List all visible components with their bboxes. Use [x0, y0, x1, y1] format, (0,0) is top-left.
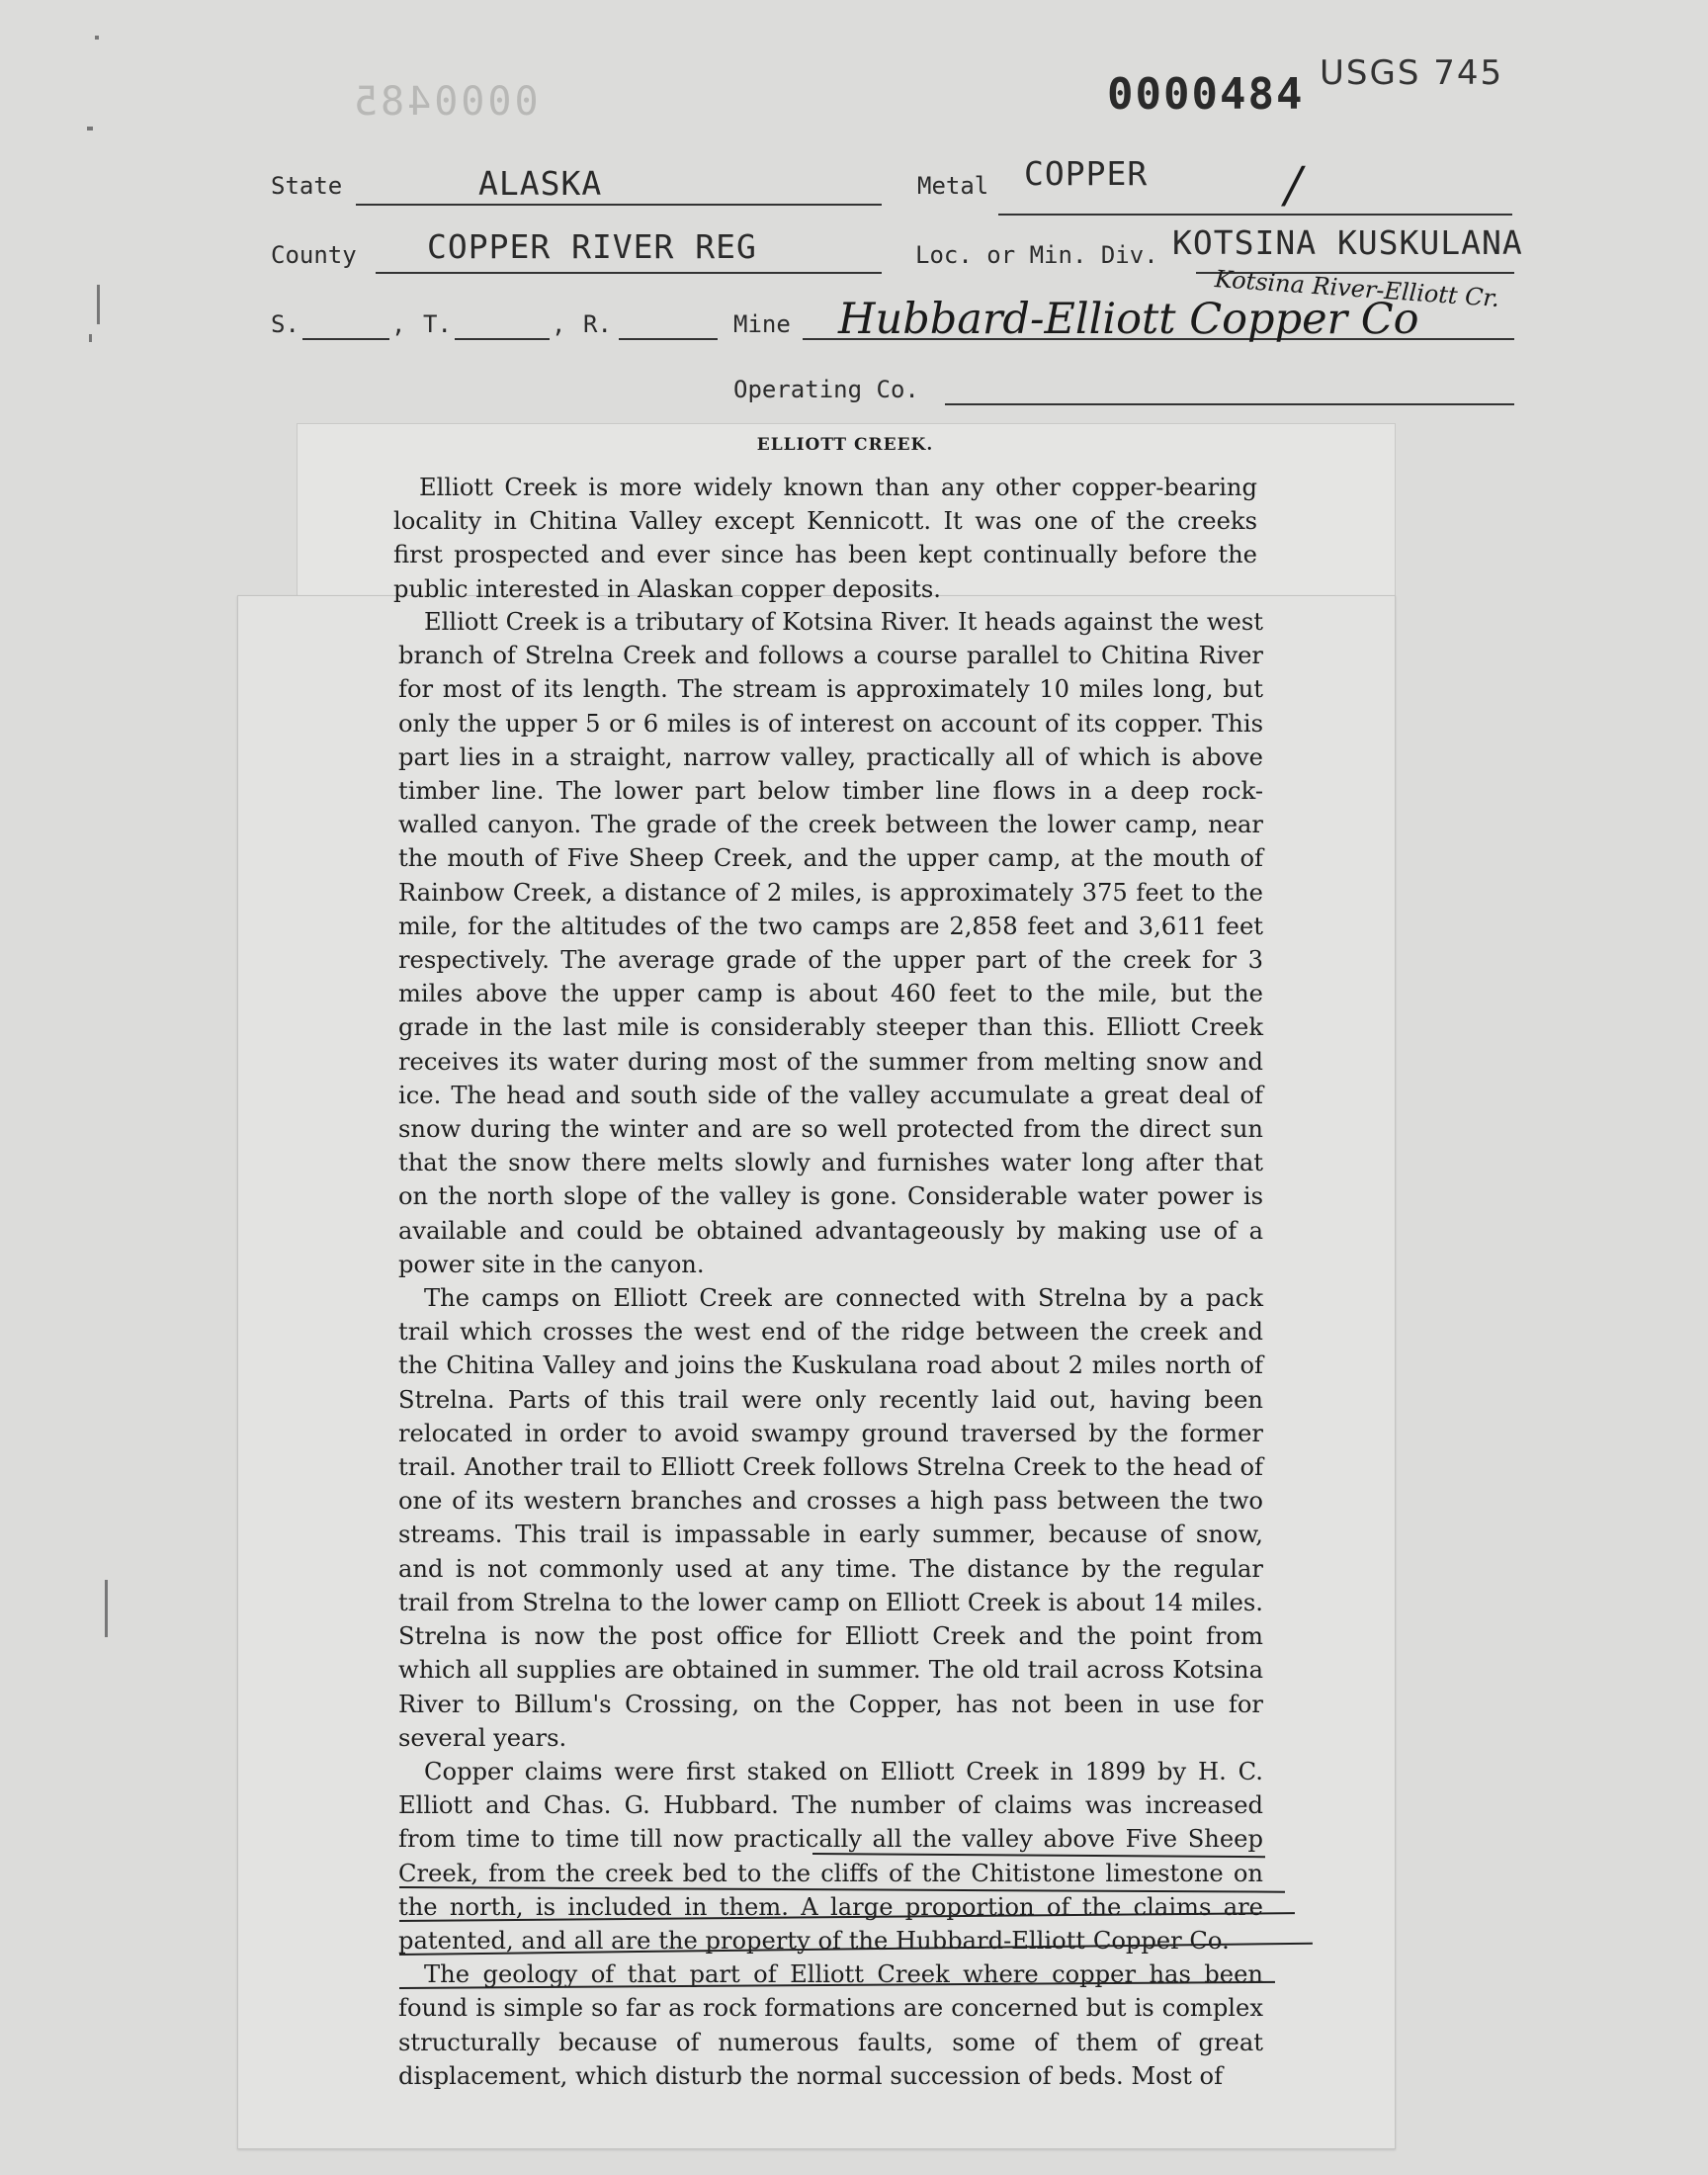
- county-line: [376, 272, 882, 274]
- comma: ,: [391, 310, 406, 338]
- loc-value: KOTSINA KUSKULANA: [1172, 223, 1523, 262]
- mine-handwritten-value: Hubbard-Elliott Copper Co: [838, 295, 1419, 344]
- state-value: ALASKA: [478, 164, 603, 203]
- mine-label: Mine: [733, 310, 791, 338]
- metal-label: Metal: [917, 172, 989, 200]
- county-value: COPPER RIVER REG: [427, 227, 757, 266]
- range-label: R.: [583, 310, 612, 338]
- county-label: County: [271, 241, 357, 269]
- article-heading: ELLIOTT CREEK.: [756, 435, 934, 455]
- range-line: [619, 338, 718, 340]
- mirrored-stamp-number: 0000485: [351, 79, 539, 125]
- operating-co-label: Operating Co.: [733, 376, 919, 403]
- margin-mark: [87, 127, 93, 130]
- metal-line: [998, 214, 1512, 216]
- operating-co-line: [945, 403, 1514, 405]
- section-line: [302, 338, 389, 340]
- loc-handwritten-note: Kotsina River-Elliott Cr.: [1214, 265, 1500, 313]
- intro-paragraph: Elliott Creek is more widely known than any other copper-bearing locality in Chitina Valley except Kennicott. It was one of the creeks first prospected and ever since has been kept continually before the public interested in Alaskan copper deposits.: [393, 474, 1257, 603]
- body-paragraph: The camps on Elliott Creek are connected with Strelna by a pack trail which crosses the west end of the ridge between the creek and the Chitina Valley and joins the Kuskulana road about 2 miles north of Strelna. Parts of this trail were only recently laid out, having been relocated in order to avoid swampy ground traversed by the former trail. Another trail to Elliott Creek follows Strelna Creek to the head of one of its western branches and crosses a high pass between the two streams. This trail is impassable in early summer, because of snow, and is not commonly used at any time. The distance by the regular trail from Strelna to the lower camp on Elliott Creek is about 14 miles. Strelna is now the post office for Elliott Creek and the point from which all supplies are obtained in summer. The old trail across Kotsina River to Billum's Crossing, on the Copper, has not been in use for several years.: [398, 1284, 1263, 1752]
- margin-mark: [95, 36, 99, 40]
- margin-mark: [105, 1580, 108, 1637]
- comma: ,: [552, 310, 566, 338]
- collection-label: USGS 745: [1320, 53, 1504, 93]
- metal-value: COPPER: [1024, 154, 1149, 193]
- body-paragraph: The geology of that part of Elliott Creek where copper has been found is simple so far as rock formations are concerned but is complex structurally because of numerous faults, some of them of great displacement, which disturb the normal succession of beds. Most of: [398, 1960, 1263, 2090]
- check-mark: /: [1285, 156, 1302, 214]
- township-line: [455, 338, 550, 340]
- state-label: State: [271, 172, 343, 200]
- body-paragraph: Elliott Creek is a tributary of Kotsina River. It heads against the west branch of Strelna Creek and follows a course parallel to Chitina River for most of its length. The stream is approximately 10 miles long, but only the upper 5 or 6 miles is of interest on account of its copper. This part lies in a straight, narrow valley, practically all of which is above timber line. The lower part below timber line flows in a deep rock-walled canyon. The grade of the creek between the lower camp, near the mouth of Five Sheep Creek, and the upper camp, at the mouth of Rainbow Creek, a distance of 2 miles, is approximately 375 feet to the mile, for the altitudes of the two camps are 2,858 feet and 3,611 feet respectively. The average grade of the upper part of the creek for 3 miles above the upper camp is about 460 feet to the mile, but the grade in the last mile is considerably steeper than this. Elliott Creek receives its water during most of the summer from melting snow and ice. The head and south side of the valley accumulate a great deal of snow during the winter and are so well protected from the direct sun that the snow there melts slowly and furnishes water long after that on the north slope of the valley is gone. Considerable water power is available and could be obtained advantageously by making use of a power site in the canyon.: [398, 608, 1263, 1278]
- article-body: [398, 605, 1263, 2093]
- margin-mark: [97, 285, 100, 324]
- margin-mark: [89, 334, 92, 342]
- section-label: S.: [271, 310, 299, 338]
- body-paragraph: Copper claims were first staked on Elliott Creek in 1899 by H. C. Elliott and Chas. G. Hubbard. The number of claims was increased from time to time till now practically all the valley above Five Sheep Creek, from the creek bed to the cliffs of the Chitistone limestone on the north, is included in them. A large proportion of the claims are patented, and all are the property of the Hubbard-Elliott Copper Co.: [398, 1757, 1263, 1955]
- document-number-stamp: 0000484: [1107, 69, 1305, 120]
- township-label: T.: [423, 310, 452, 338]
- state-line: [356, 204, 882, 206]
- loc-label: Loc. or Min. Div.: [915, 241, 1158, 269]
